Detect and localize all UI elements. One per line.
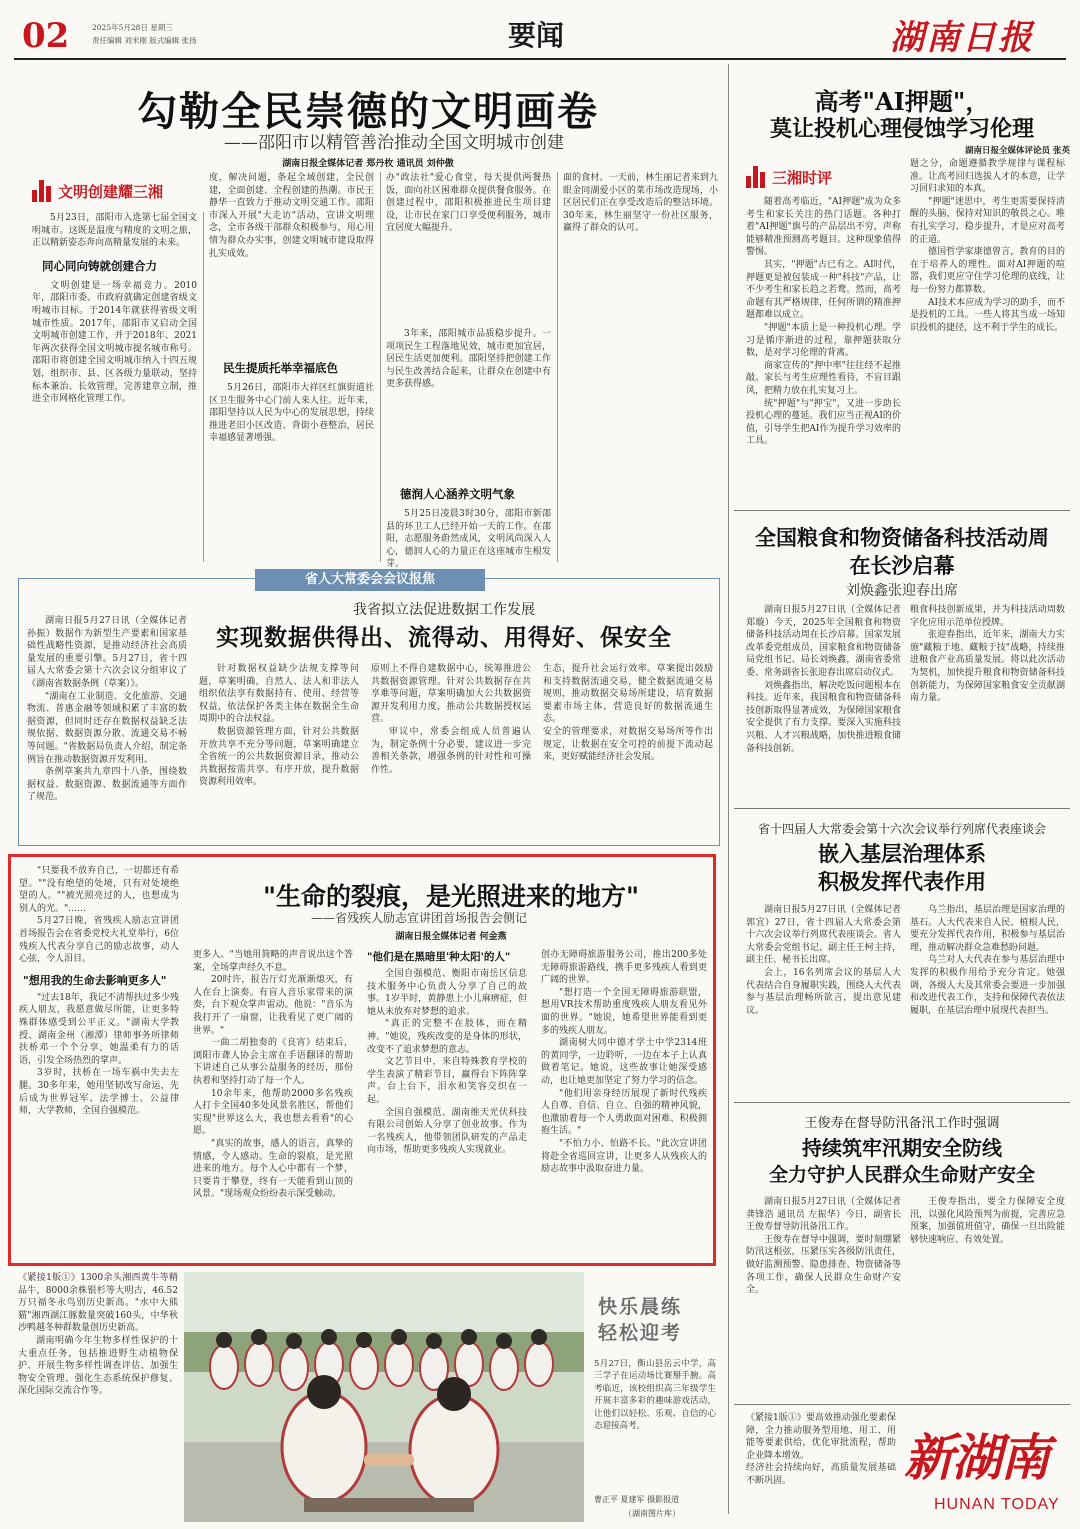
hunan-logo-icon <box>746 166 768 188</box>
subhead: "想用我的生命去影响更多人" <box>23 973 167 987</box>
grain-col-2 <box>910 604 1065 804</box>
paragraph: "真正的完整不在肢体，而在精神。"她说，残疾改变的是身体的形状，改变不了追求梦想的意志。 <box>367 1019 527 1055</box>
lead-col-4 <box>563 172 718 562</box>
flood-headline-line-2: 全力守护人民群众生命财产安全 <box>768 1164 1035 1186</box>
flood-col-1 <box>746 1196 901 1396</box>
issue-date: 2025年5月28日 星期三 <box>92 23 173 32</box>
paragraph: "湖南在工业制造、文化旅游、交通物流、普惠金融等领域积累了丰富的数据资源，但同时还存在数据权益缺乏法规依据、数据资源分散、流通交易不畅等问题。"省数据局负责人介绍，制定条例旨在推动数据资源开发利用。 <box>27 691 187 765</box>
lead-byline: 湖南日报全媒体记者 郑丹枚 通讯员 刘仲傲 <box>282 159 454 169</box>
paragraph: 更多人。"当她用简略的声音说出这个答案，全场掌声经久不息。 <box>193 950 353 973</box>
paragraph: 10余年来，他帮助2000多名残疾人打卡全国40多处风景名胜区，帮他们实现"世界这么大，我也想去看看"的心愿。 <box>193 1088 353 1137</box>
xinhunan-brand-english: HUNAN TODAY <box>934 1496 1060 1513</box>
paragraph: 随着高考临近，"AI押题"成为众多考生和家长关注的热门话题。各种打着"AI押题"旗号的产品层出不穷，声称能够精准预测高考题目。这种现象值得警惕。 <box>746 197 901 258</box>
ai-commentary <box>734 62 1070 512</box>
paragraph: 3岁时，扶桥在一场车祸中失去左腿。30多年来，她用坚韧改写命运，先后成为世界冠军、法学博士、公益律师，大学教师，全国自强模范。 <box>19 1068 179 1117</box>
section-tag-banner <box>255 569 485 591</box>
editor-credits: 责任编辑 刘米刚 版式编辑 张扬 <box>92 36 197 45</box>
paragraph: AI技术本应成为学习的助手，而不是投机的工具。一些人将其当成一场知识投机的捷径，这不利于学生的成长。 <box>910 297 1065 333</box>
grain-article <box>734 512 1070 812</box>
life-scar-col-2 <box>193 949 353 1259</box>
life-scar-article <box>8 854 716 1266</box>
paragraph: 文艺节目中，来自特殊教育学校的学生表演了精彩节目，赢得台下阵阵掌声。台上台下，泪水和笑容交织在一起。 <box>367 1057 527 1105</box>
paragraph: 商家宣传的"押中率"往往经不起推敲。家长与考生应理性看待，不盲目跟风，把精力放在扎实复习上。 <box>746 360 901 396</box>
paragraph: 条例草案共九章四十八条，围绕数据权益、数据资源、数据流通等方面作了规范。 <box>27 767 187 803</box>
paragraph: 《紧接1版①》要高效推动强化要素保障，全力推动服务型用地、用工、用能等要素供给，优化审批流程，帮助企业降本增效。 <box>746 1413 896 1461</box>
lead-subtitle: ——邵阳市以精管善治推动全国文明城市创建 <box>224 133 564 153</box>
paragraph: 度，解决问题，条起全域创建，全民创建，全面创建、全程创建的热潮。市民王静华一直致力于推动文明交通工作。邵阳市深入开展"大走访"活动，宣讲文明理念，全市各级干部群众积极参与，用心用情为群众办实事，创建文明城市建设取得扎实成效。 <box>209 173 374 259</box>
life-scar-subtitle: ——省残疾人励志宣讲团首场报告会侧记 <box>311 911 528 925</box>
life-scar-col-4 <box>541 949 707 1259</box>
paragraph: 王俊寿指出，要全力保障安全度汛，以强化风险预判为前提，完善应急预案，加强值班值守，确保一旦出险能够快速响应、有效处置。 <box>910 1197 1065 1245</box>
paragraph: 德国哲学家康德曾言，教育的目的在于培养人的理性。面对AI押题的喧嚣，我们更应守住学习伦理的底线，让每一份努力都算数。 <box>910 247 1065 295</box>
paragraph: "押题"本质上是一种投机心理。学习是循序渐进的过程，靠押题获取分数，是对学习伦理的背离。 <box>746 322 901 359</box>
photo-credit-source: （湖南图片库） <box>624 1509 680 1518</box>
paragraph: 其实，"押题"古已有之。AI时代，押题更是被包装成一种"科技"产品，让不少考生和家长趋之若鹜。然而，高考命题有其严格规律，任何所谓的精准押题都难以成立。 <box>746 259 901 321</box>
paragraph: 3年来，邵阳城市品质稳步提升。一项项民生工程落地见效，城市更加宜居，居民生活更加便利。邵阳坚持把创建工作与民生改善结合起来，让群众在创建中有更多获得感。 <box>386 329 551 390</box>
hunan-today-col <box>746 1412 896 1520</box>
lead-headline: 勾勒全民崇德的文明画卷 <box>137 88 599 135</box>
column-tag-civilization <box>32 180 163 202</box>
grassroots-headline-line-2: 积极发挥代表作用 <box>818 869 986 894</box>
paragraph: 张迎春指出，近年来，湖南大力实施"藏粮于地、藏粮于技"战略，持续推进粮食产业高质量发展。将以此次活动为契机，加快提升粮食和物资储备科技创新能力，为保障国家粮食安全贡献湖南力量。 <box>910 630 1065 704</box>
hunan-today-block <box>734 1408 1070 1524</box>
life-scar-headline: "生命的裂痕，是光照进来的地方" <box>262 882 640 911</box>
paragraph: 湖南日报5月27日讯（全媒体记者 郑璇）今天，2025年全国粮食和物资储备科技活动周在长沙启幕。国家发展改革委党组成员，国家粮食和物资储备局党组书记、局长刘焕鑫，湖南省委常委、常务副省长张迎春出席启动仪式。 <box>746 605 901 678</box>
paragraph: 会上，16名列席会议的基层人大代表结合自身履职实践，围绕人大代表参与基层治理畅所欲言，提出意见建议。 <box>746 967 901 1016</box>
column-tag-label: 文明创建耀三湘 <box>58 182 164 201</box>
data-law-kicker: 我省拟立法促进数据工作发展 <box>353 602 535 618</box>
subhead: "他们是在黑暗里'种太阳'的人" <box>367 951 511 963</box>
paragraph: 粮食科技创新成果，并为科技活动周数字化应用示范单位授牌。 <box>910 605 1065 628</box>
paragraph: 全国自强模范、湖南维天光伏科技有限公司创始人分享了创业故事。作为一名残疾人，他带领团队研发的产品走向市场，帮助更多残疾人实现就业。 <box>367 1107 527 1156</box>
section-name: 要闻 <box>508 19 565 52</box>
life-scar-byline: 湖南日报全媒体记者 何金燕 <box>395 932 507 942</box>
commentary-byline: 湖南日报全媒体评论员 张英 <box>965 146 1070 156</box>
students-arm-wrestling-photo <box>184 1272 584 1522</box>
paragraph: 20时许，报告厅灯光渐渐熄灭，有人在台上演奏。有盲人音乐家带来的演奏，台下观众掌声雷动。他说："音乐为我打开了一扇窗，让我看见了更广阔的世界。" <box>193 975 353 1036</box>
paragraph: 审议中，常委会组成人员普遍认为，制定条例十分必要，建议进一步完善相关条款，增强条例的针对性和可操作性。 <box>371 726 531 775</box>
paragraph: 湖南明确今年生物多样性保护的十大重点任务，包括推进野生动植物保护、开展生物多样性调查评估、加强生物安全管理、强化生态系统保护修复、深化国际交流合作等。 <box>18 1335 178 1397</box>
xinhunan-brand: 新湖南 <box>904 1428 1048 1487</box>
data-law-headline: 实现数据供得出、流得动、用得好、保安全 <box>216 624 672 651</box>
data-law-col-2 <box>199 663 359 841</box>
paragraph: 经济社会持续向好，高质量发展基础不断巩固。 <box>746 1463 896 1486</box>
grain-subtitle: 刘焕鑫张迎春出席 <box>846 583 958 599</box>
photo-title-line-2: 轻松迎考 <box>598 1322 683 1344</box>
paragraph: 数据资源管理方面，针对公共数据开放共享不充分等问题，草案明确建立全省统一的公共数据资源目录，推动公共数据按需共享、有序开放，提升数据资源利用效率。 <box>199 726 359 788</box>
paragraph: 5月25日凌晨3时30分，邵阳市新邵县的环卫工人已经开始一天的工作。在邵阳，志愿服务蔚然成风，文明风尚深入人心，德润人心的力量正在这座城市生根发芽。 <box>386 509 551 570</box>
paragraph: "想打造一个全国无障碍旅游联盟，想用VR技术帮助重度残疾人朋友看见外面的世界。"她说，她希望世界能看到更多的残疾人朋友。 <box>541 987 707 1036</box>
flood-article <box>734 1106 1070 1406</box>
page-number: 02 <box>22 16 70 56</box>
paragraph: 刘焕鑫指出，解决吃饭问题根本在科技。近年来，我国粮食和物资储备科技创新取得显著成效，为保障国家粮食安全提供了有力支撑。要深入实施科技兴粮、人才兴粮战略，加快推进粮食储备科技创新。 <box>746 680 901 754</box>
paragraph: 安全的管理要求，对数据交易场所等作出规定，让数据在安全可控的前提下流动起来，更好赋能经济社会发展。 <box>543 726 713 763</box>
grain-headline-line-1: 全国粮食和物资储备科技活动周 <box>755 525 1049 550</box>
newspaper-brand: 湖南日报 <box>890 18 1034 58</box>
paragraph: "只要我不放弃自己，一切都还有希望。""没有绝望的处境，只有对处境绝望的人。""被光照亮过的人，也想成为别人的光。"…… <box>19 866 179 914</box>
column-tag-label: 三湘时评 <box>772 168 833 187</box>
paragraph: 针对数据权益缺少法规支撑等问题，草案明确，自然人、法人和非法人组织依法享有数据持有、使用、经营等权益，依法保护各类主体在数据全生命周期中的合法权益。 <box>199 664 359 725</box>
lead-article <box>14 62 722 570</box>
column-tag-commentary <box>746 166 832 188</box>
lead-col-1 <box>32 212 197 562</box>
section-tag-label: 省人大常委会会议报焦 <box>304 572 435 587</box>
paragraph: 湖南日报5月27日讯（全媒体记者 郭宜）27日，省十四届人大常委会第十六次会议举行列席代表座谈会。省人大常委会党组书记、副主任王柯主持，副主任、秘书长出席。 <box>746 905 901 966</box>
hunan-logo-icon <box>32 180 54 202</box>
commentary-headline-line-2: 莫让投机心理侵蚀学习伦理 <box>769 116 1034 142</box>
lead-col-3 <box>386 172 551 570</box>
photo-feature <box>184 1272 720 1522</box>
paragraph: 湖南日报5月27日讯（全媒体记者 孙振）数据作为新型生产要素和国家基础性战略性资源，是推动经济社会高质量发展的重要引擎。5月27日，省十四届人大常委会第十六次会议分组审议了《湖南省数据条例（草案）》。 <box>27 616 187 689</box>
data-law-col-4 <box>543 663 713 841</box>
subhead: 同心同向铸就创建合力 <box>42 258 157 273</box>
lead-col-2 <box>209 172 374 562</box>
paragraph: 5月26日，邵阳市大祥区红旗街道社区卫生服务中心门前人来人往。近年来，邵阳坚持以人民为中心的发展思想，持续推进老旧小区改造、背街小巷整治，居民幸福感显著增强。 <box>209 383 374 444</box>
photo-caption: 5月27日，衡山县岳云中学，高三学子在运动场比赛掰手腕。高考临近，该校组织高三年级学生开展丰富多彩的趣味游戏活动，让他们以轻松、乐观、自信的心态迎接高考。 <box>594 1359 716 1432</box>
commentary-col-2 <box>910 158 1065 503</box>
paragraph: 创办无障碍旅游服务公司，推出200多处无障碍旅游路线，携手更多残疾人看到更广阔的世界。 <box>541 950 707 986</box>
paragraph: 题之分，命题遵循教学规律与课程标准。让高考回归选拔人才的本意，让学习回归求知的本真。 <box>910 159 1065 195</box>
subhead: 民生提质托举幸福底色 <box>223 361 338 375</box>
masthead-rule <box>14 58 1066 60</box>
paragraph: 原则上不得自建数据中心，统筹推进公共数据资源管理。针对公共数据存在共享难等问题，草案明确加大公共数据资源开发利用力度，推动公共数据授权运营。 <box>371 664 531 725</box>
paragraph: "押题"迷思中，考生更需要保持清醒的头脑，保持对知识的敬畏之心。唯有扎实学习、稳步提升，才是应对高考的正道。 <box>910 196 1065 245</box>
vertical-divider <box>728 64 729 1514</box>
paragraph: 王俊寿在督导中强调，要时刻绷紧防汛这根弦，压紧压实各级防汛责任，做好监测预警、隐患排查、物资储备等各项工作，确保人民群众生命财产安全。 <box>746 1234 901 1296</box>
grassroots-article <box>734 812 1070 1102</box>
grassroots-col-2 <box>910 904 1065 1094</box>
paragraph: 湖南树大同中德才学士中学2314班的黄同学，一边聆听，一边在本子上认真做着笔记。她说，这些故事让她深受感动，也让她更加坚定了努力学习的信念。 <box>541 1038 707 1086</box>
paragraph: 乌兰对人大代表在参与基层治理中发挥的积极作用给予充分肯定。她强调，各级人大及其常委会要进一步加强和改进代表工作，支持和保障代表依法履职，在基层治理中展现代表担当。 <box>910 955 1065 1016</box>
flood-headline-line-1: 持续筑牢汛期安全防线 <box>802 1136 1002 1160</box>
biodiversity-continued <box>18 1272 178 1520</box>
paragraph: 5月23日，邵阳市入选第七届全国文明城市。这既是温度与精度的文明之旅，正以精新姿态奔向高精量发展的未来。 <box>32 213 197 249</box>
flood-kicker: 王俊寿在督导防汛备汛工作时强调 <box>804 1116 1000 1131</box>
commentary-headline-line-1: 高考"AI押题"， <box>814 87 990 116</box>
paragraph: "过去18年，我记不清帮扶过多少残疾人朋友，我愿意做尽所能，让更多特殊群体感受到公平正义。"湖南大学教授、湖南金州（湘潭）律师事务所律师扶桥邓一个个分享，她温柔有力的话语，引发全场热烈的掌声。 <box>19 992 179 1066</box>
paragraph: 一曲二胡独奏的《良宵》结束后，浏阳市聋人协会主席在手语翻译的帮助下讲述自己从事公益服务的经历，那份执着和坚持打动了每一个人。 <box>193 1038 353 1086</box>
paragraph: 办"政法社"爱心食堂，每天提供两餐热饭，面向社区困难群众提供餐食服务。在创建过程中，邵阳积极推进民生项目建设，让市民在家门口享受便利服务，城市宜居度大幅提升。 <box>386 173 551 234</box>
photo-credit: 曹正平 夏建军 摄影报道 <box>594 1495 680 1504</box>
grassroots-kicker: 省十四届人大常委会第十六次会议举行列席代表座谈会 <box>757 822 1046 836</box>
grain-headline-line-2: 在长沙启幕 <box>849 553 955 578</box>
paragraph: 面的食材。一天前，林生丽记者来到九眼金同湖爱小区的菜市场改造现场，小区居民们正在享受改造后的整洁环境。30年来，林生丽坚守一份社区服务，赢得了群众的认可。 <box>563 173 718 234</box>
data-law-col-3 <box>371 663 531 841</box>
flood-col-2 <box>910 1196 1065 1396</box>
paragraph: 统"押题"与"押宝"，又进一步助长投机心理的蔓延。我们应当正视AI的价值，引导学生把AI作为提升学习效率的工具。 <box>746 398 901 447</box>
paragraph: 乌兰指出，基层治理是国家治理的基石。人大代表来自人民、植根人民，要充分发挥代表作用，积极参与基层治理，推动解决群众急难愁盼问题。 <box>910 905 1065 953</box>
grassroots-headline-line-1: 嵌入基层治理体系 <box>818 841 986 866</box>
grain-col-1 <box>746 604 901 804</box>
photo-title-line-1: 快乐晨练 <box>598 1296 683 1318</box>
paragraph: 文明创建是一场幸福竞力。2010年，邵阳市委、市政府就确定创建省级文明城市目标。于2014年就获得省级文明城市性质。2017年，邵阳市又启动全国文明城市创建工作，并于2018年、2021年两次获得全国文明城市提名城市称号。邵阳市将创建全国文明城市纳入十四五规划，组织市、县、区各级力量联动，坚持标本兼治、长效管理，完善建章立制，推进全市网格化管理工作。 <box>32 280 197 405</box>
paragraph: 《紧接1版①》1300余头湘西黄牛等精品牛，8000余株银杉等大明古，46.52万只福冬永鸟别历史新高。"水中大熊猫"湘西湖江豚数量突破160头，中华秋沙鸭越冬种群数量创历史新高。 <box>18 1273 178 1334</box>
paragraph: "他们用亲身经历展现了新时代残疾人自尊、自信、自立、自强的精神风貌，也激励着每一个人勇敢面对困难、积极拥抱生活。" <box>541 1088 707 1137</box>
paragraph: 生态，提升社会运行效率。草案提出鼓励和支持数据流通交易，健全数据流通交易规则，推动数据交易场所建设，培育数据要素市场主体，营造良好的数据流通生态。 <box>543 664 713 725</box>
data-law-article <box>18 572 720 846</box>
life-scar-col-1 <box>19 865 179 1260</box>
paragraph: 5月27日晚，省残疾人励志宣讲团首场报告会在省委党校大礼堂举行，6位残疾人代表分享自己的励志故事，动人心弦，令人泪目。 <box>19 916 179 965</box>
paragraph: "真实的故事，感人的语言，真挚的情感，令人感动。生命的裂痕，是光照进来的地方。每个人心中都有一个梦，只要肯于攀登，终有一天能看到山顶的风景。"现场观众纷纷表示深受触动。 <box>193 1138 353 1200</box>
grassroots-col-1 <box>746 904 901 1094</box>
masthead <box>0 0 1080 62</box>
data-law-col-1 <box>27 615 187 840</box>
life-scar-col-3 <box>367 949 527 1259</box>
commentary-col-1 <box>746 196 901 496</box>
paragraph: "不怕力小、怕路不长。"此次宣讲团将赴全省巡回宣讲，让更多人从残疾人的励志故事中汲取奋进力量。 <box>541 1138 707 1175</box>
subhead: 德润人心涵养文明气象 <box>400 487 515 501</box>
paragraph: 湖南日报5月27日讯（全媒体记者 龚锋浩 通讯员 左振华）今日，副省长王俊寿督导防汛备汛工作。 <box>746 1197 901 1233</box>
paragraph: 全国自强模范、衡阳市南岳区信息技术服务中心负责人分享了自己的故事。1岁半时，黄静患上小儿麻痹症，但她从未放弃对梦想的追求。 <box>367 969 527 1017</box>
